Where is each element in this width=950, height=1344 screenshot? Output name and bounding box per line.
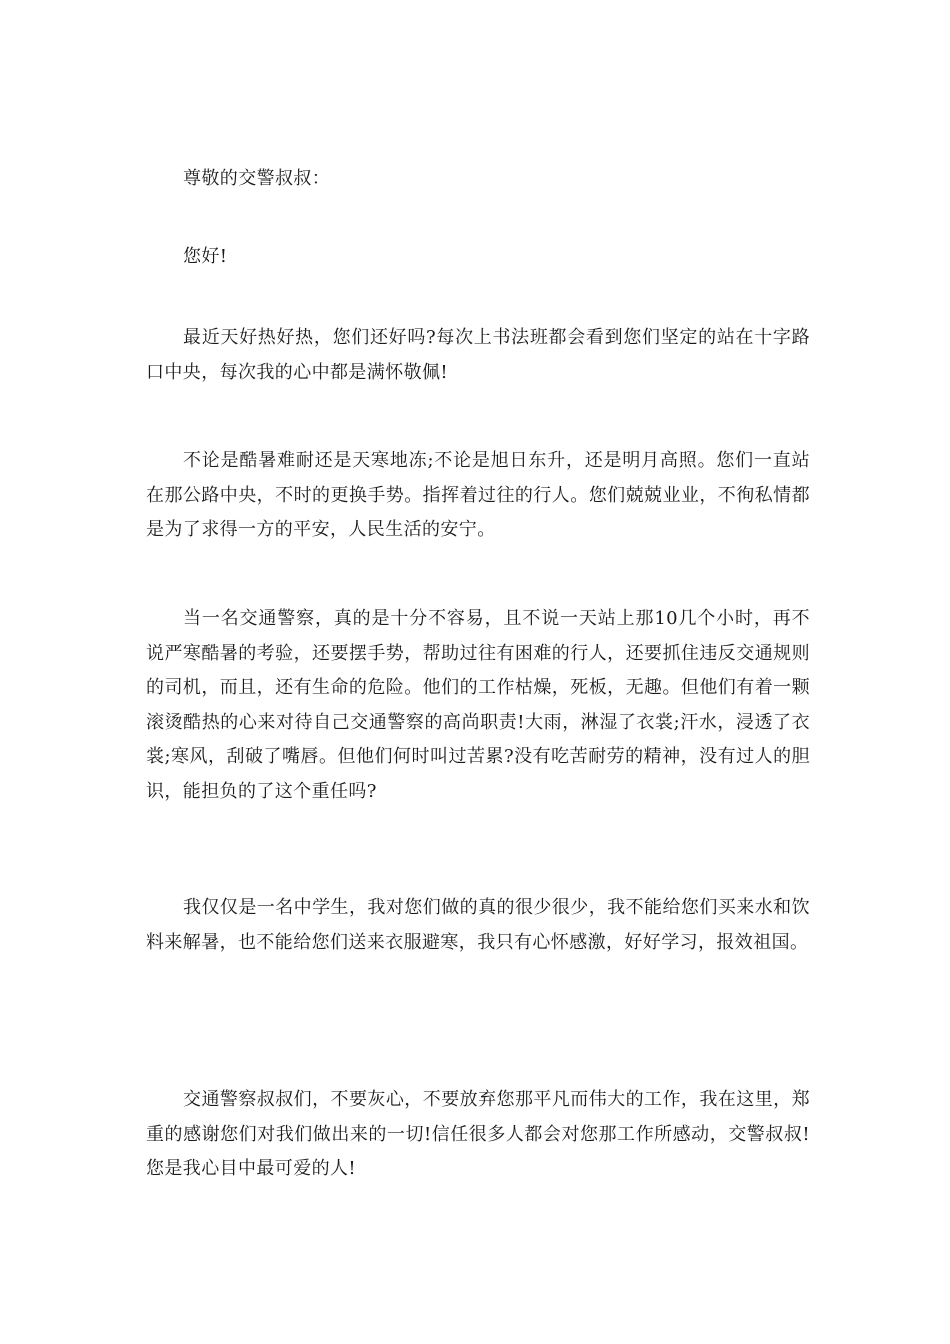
letter-paragraph: 我仅仅是一名中学生，我对您们做的真的很少很少，我不能给您们买来水和饮料来解暑，也不能给您们送来衣服避寒，我只有心怀感激，好好学习，报效祖国。 <box>146 897 810 953</box>
letter-paragraph: 交通警察叔叔们，不要灰心，不要放弃您那平凡而伟大的工作，我在这里，郑重的感谢您们对我们做出来的一切!信任很多人都会对您那工作所感动，交警叔叔!您是我心目中最可爱的人! <box>146 1089 810 1179</box>
letter-paragraph: 最近天好热好热，您们还好吗?每次上书法班都会看到您们坚定的站在十字路口中央，每次我的心中都是满怀敬佩! <box>146 327 810 383</box>
letter-paragraph: 当一名交通警察，真的是十分不容易，且不说一天站上那10几个小时，再不说严寒酷暑的考验，还要摆手势，帮助过往有困难的行人，还要抓住违反交通规则的司机，而且，还有生命的危险。他们的工作枯燥，死板，无趣。但他们有着一颗滚烫酷热的心来对待自己交通警察的高尚职责!大雨，淋湿了衣裳;汗水，浸透了衣裳;寒风，刮破了嘴唇。但他们何时叫过苦累?没有吃苦耐劳的精神，没有过人的胆识，能担负的了这个重任吗? <box>146 608 810 802</box>
letter-greeting: 您好! <box>183 246 228 267</box>
letter-paragraph: 不论是酷暑难耐还是天寒地冻;不论是旭日东升，还是明月高照。您们一直站在那公路中央，不时的更换手势。指挥着过往的行人。您们兢兢业业，不徇私情都是为了求得一方的平安，人民生活的安宁。 <box>146 450 810 540</box>
letter-salutation: 尊敬的交警叔叔： <box>183 168 331 189</box>
